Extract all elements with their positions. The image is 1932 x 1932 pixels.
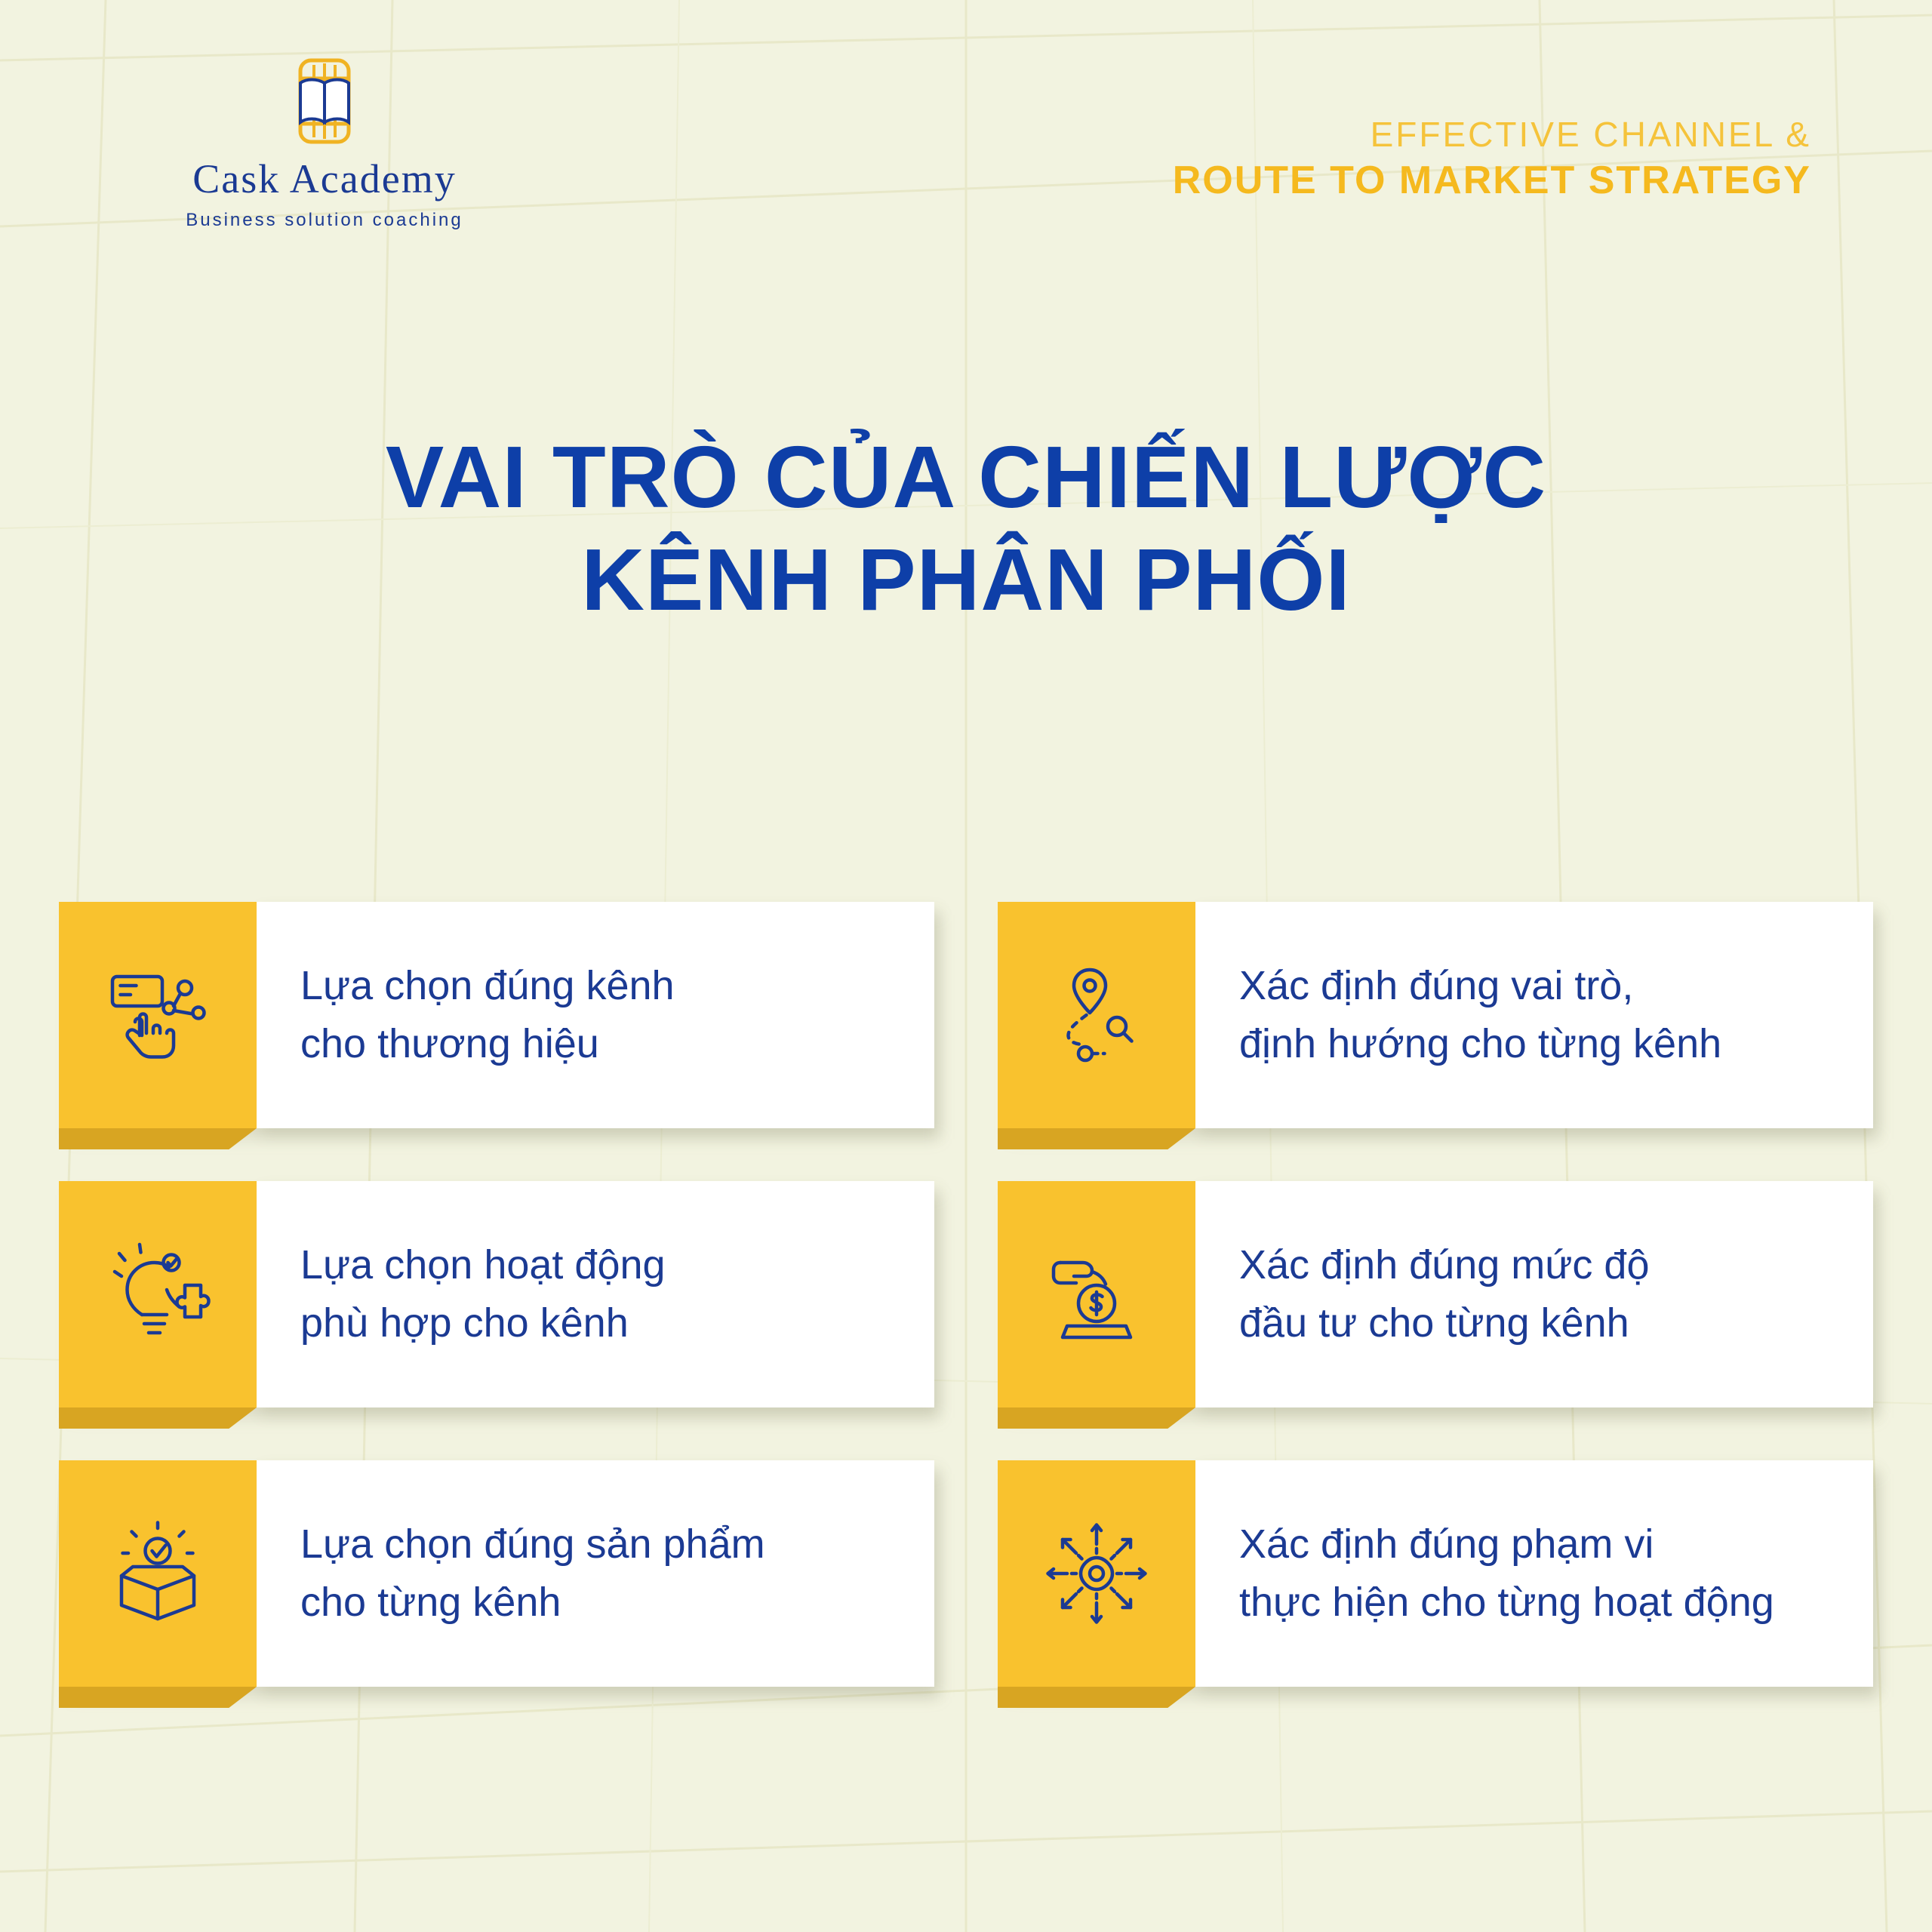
brand-name: Cask Academy: [192, 156, 457, 202]
card-text-line1: Xác định đúng phạm vi: [1239, 1521, 1654, 1567]
card-fold: [59, 1407, 257, 1429]
card-text-line1: Lựa chọn hoạt động: [300, 1242, 666, 1288]
role-card: [998, 1460, 1873, 1687]
card-text-line1: Lựa chọn đúng sản phẩm: [300, 1521, 765, 1567]
role-card: [59, 1460, 934, 1687]
card-icon-box: [59, 1181, 257, 1407]
card-fold: [998, 1407, 1195, 1429]
card-fold: [998, 1128, 1195, 1149]
card-text-line2: cho từng kênh: [300, 1580, 561, 1625]
card-fold: [59, 1128, 257, 1149]
card-icon-box: [998, 902, 1195, 1128]
role-card-grid: [59, 902, 1873, 1687]
page-title-line2: KÊNH PHÂN PHỐI: [581, 530, 1351, 629]
route-pin-icon: [1040, 958, 1153, 1072]
role-card: [998, 1181, 1873, 1407]
course-title-line2: ROUTE TO MARKET STRATEGY: [1172, 158, 1811, 202]
course-title-line1: EFFECTIVE CHANNEL &: [1370, 115, 1811, 154]
page-title-line1: VAI TRÒ CỦA CHIẾN LƯỢC: [385, 428, 1547, 526]
card-text-box: [257, 1460, 934, 1687]
card-text-box: [1195, 1181, 1873, 1407]
card-text-box: [1195, 1460, 1873, 1687]
brand-tagline: Business solution coaching: [186, 210, 463, 230]
hand-coin-investment-icon: [1040, 1238, 1153, 1351]
card-text-line1: Xác định đúng mức độ: [1239, 1242, 1650, 1288]
role-card: [59, 1181, 934, 1407]
card-icon-box: [59, 1460, 257, 1687]
open-box-check-icon: [101, 1517, 214, 1630]
course-title: [1173, 113, 1811, 204]
brand-logo: [128, 53, 521, 231]
hand-select-channel-icon: [101, 958, 214, 1072]
card-icon-box: [998, 1181, 1195, 1407]
card-text-line2: đầu tư cho từng kênh: [1239, 1300, 1629, 1346]
card-text-line2: cho thương hiệu: [300, 1021, 599, 1066]
lightbulb-puzzle-icon: [101, 1238, 214, 1351]
role-card: [59, 902, 934, 1128]
card-text-line2: phù hợp cho kênh: [300, 1300, 629, 1346]
card-icon-box: [998, 1460, 1195, 1687]
card-text-line2: định hướng cho từng kênh: [1239, 1021, 1722, 1066]
card-icon-box: [59, 902, 257, 1128]
role-card: [998, 902, 1873, 1128]
gear-arrows-scope-icon: [1040, 1517, 1153, 1630]
page-title: [0, 426, 1932, 631]
page-header: [0, 0, 1932, 287]
card-text-box: [257, 1181, 934, 1407]
card-text-box: [1195, 902, 1873, 1128]
card-text-line1: Xác định đúng vai trò,: [1239, 963, 1634, 1009]
card-text-line2: thực hiện cho từng hoạt động: [1239, 1580, 1774, 1625]
book-barrel-icon: [279, 53, 370, 151]
card-fold: [59, 1687, 257, 1708]
card-text-line1: Lựa chọn đúng kênh: [300, 963, 675, 1009]
card-fold: [998, 1687, 1195, 1708]
card-text-box: [257, 902, 934, 1128]
